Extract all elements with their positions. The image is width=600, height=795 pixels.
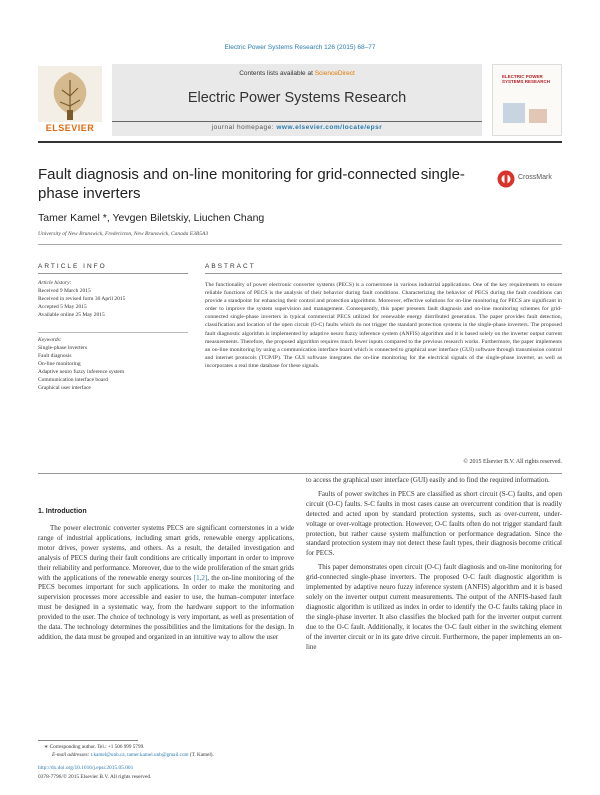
keyword-item: Fault diagnosis — [38, 353, 72, 359]
publisher-name: ELSEVIER — [45, 123, 95, 133]
history-item: Received 9 March 2015 — [38, 288, 91, 294]
sciencedirect-link[interactable]: ScienceDirect — [314, 70, 355, 77]
homepage-prefix: journal homepage: — [211, 124, 277, 131]
crossmark-icon — [497, 170, 515, 188]
author-affiliation: University of New Brunswick, Fredericton, New Brunswick, Canada E3B5A3 — [38, 231, 209, 237]
history-item: Received in revised form 30 April 2015 — [38, 296, 126, 302]
intro-text: , the on-line monitoring of the PECS becomes important for such applications. In order to make the monitoring and supervision processes more accessible and easier to use, the human–computer interface must be designed in a systematic way, from the hardware support to the information provided to the user. The choice of technology is very important, as well as presentation of the data. The technology determines the possibilities and the limitations for the design. In addition, the data must be grouped and organized in an intuitive way to allow the user — [38, 573, 295, 641]
crossmark-label: CrossMark — [518, 174, 552, 181]
author-list: Tamer Kamel *, Yevgen Biletskiy, Liuchen Chang — [38, 212, 265, 224]
keyword-item: On-line monitoring — [38, 361, 81, 367]
keywords-divider — [38, 332, 188, 333]
email-label: E-mail addresses: — [52, 752, 91, 758]
keyword-item: Communication interface board — [38, 377, 108, 383]
affiliation-divider — [38, 244, 562, 245]
abstract-copyright: © 2015 Elsevier B.V. All rights reserved. — [463, 459, 562, 465]
corresponding-author-note: ∗ Corresponding author. Tel.: +1 506 999 5799. — [44, 744, 145, 750]
introduction-column-2 — [306, 476, 562, 656]
homepage-line — [112, 124, 482, 131]
abstract-text: The functionality of power electronic converter systems (PECS) is a cornerstone in various industrial applications. One of the key requirements to ensure reliable functions of PECS is the analysis of their behavior during fault conditions. Characterizing the behavior of PECS during the fault conditions can provide a standpoint for enhancing their control and protection algorithms. Moreover, effective solutions for on-line monitoring for PECS are significant in order to improve the system supervision and management. Consequently, this paper presents fault diagnosis and on-line monitoring schemes for grid-connected single-phase inverters in typical commercial PECS utilized for renewable energy distributed generation. The paper provides fault detection, classification and location of the open circuit (O-C) faults which do not trigger the standard protection systems in the single-phase inverters. The proposed fault diagnostic algorithm is implemented by adaptive neuro fuzzy inference system (ANFIS) algorithm and it is based solely on the inverter output current measurements. Therefore, the proposed algorithm requires much fewer inputs compared to the previous research works. Furthermore, the paper implements an on-line monitoring by using a communication interface board which is connected to graphical user interface (GUI) software through transmission control and internet protocols (TCP/IP). The GUI software integrates the on-line monitoring for the electrical signals of the single-phase inverter, as well as incorporates a real time database for these signals. — [205, 282, 562, 369]
citation-link[interactable]: [1,2] — [193, 573, 208, 582]
keyword-item: Adaptive neuro fuzzy inference system — [38, 369, 125, 375]
top-divider — [38, 141, 562, 143]
email-links[interactable]: t.kamel@unb.ca, tamer.kamel.unb@gmail.com — [90, 752, 189, 758]
introduction-heading: 1. Introduction — [38, 508, 87, 515]
email-suffix: (T. Kamel). — [188, 752, 214, 758]
email-note — [52, 752, 214, 758]
issn-copyright: 0378-7796/© 2015 Elsevier B.V. All rights reserved. — [38, 774, 152, 780]
contents-line — [112, 70, 482, 77]
body-paragraph: This paper demonstrates open circuit (O-C) fault diagnosis and on-line monitoring for grid-connected single-phase inverters. The proposed O-C fault diagnostic algorithm is implemented by adaptive neuro fuzzy inference system (ANFIS) algorithm and it is based solely on the inverter output current measurements. The output of the ANFIS-based fault diagnostic algorithm is utilized as index in order to identify the O-C faults taking place in the single-phase inverter. It also classifies the blocked path for the inverter output current due to the O-C fault. Additionally, it locates the O-C fault either in the switching element of the inverter circuit or in its gate drive circuit. Furthermore, the paper implements an on-line — [306, 563, 562, 651]
history-item: Available online 25 May 2015 — [38, 312, 105, 318]
body-paragraph: to access the graphical user interface (GUI) easily and to find the required information. — [306, 476, 550, 484]
history-heading: Article history: — [38, 280, 72, 286]
journal-title: Electric Power Systems Research — [187, 90, 407, 106]
journal-cover-title: ELECTRIC POWER SYSTEMS RESEARCH — [502, 74, 551, 84]
body-paragraph: Faults of power switches in PECS are classified as short circuit (S-C) faults, and open circuit (O-C) faults. S-C faults in most cases cause an overcurrent condition that is readily detected and acted upon by standard protection systems, such as over-current, under-voltage or over-voltage protection. However, O-C faults often do not trigger standard fault protection, but rather cause system malfunction or performance degradation. Since the standard protection system may not detect these fault types, their diagnosis become critical for PECS. — [306, 489, 562, 558]
article-info-divider — [38, 273, 188, 274]
contents-prefix: Contents lists available at — [239, 70, 315, 77]
homepage-link[interactable]: www.elsevier.com/locate/epsr — [276, 124, 383, 131]
article-info-heading: ARTICLE INFO — [38, 263, 107, 270]
doi-link[interactable]: http://dx.doi.org/10.1016/j.epsr.2015.05.001 — [38, 765, 134, 771]
journal-reference[interactable]: Electric Power Systems Research 126 (2015) 68–77 — [224, 44, 376, 51]
keywords-heading: Keywords: — [38, 337, 62, 343]
introduction-paragraph — [38, 524, 294, 643]
article-title: Fault diagnosis and on-line monitoring for grid-connected single-phase inverters — [38, 166, 465, 202]
keyword-item: Single-phase inverters — [38, 345, 88, 351]
history-item: Accepted 5 May 2015 — [38, 304, 87, 310]
crossmark-badge[interactable] — [497, 170, 559, 188]
intro-text: The power electronic converter systems PECS are significant cornerstones in a wide range of industrial applications, including smart grids, renewable energy applications, motor drives, power systems, and others. As a result, the detailed investigation and analysis of PECS during their fault conditions are critically important in order to improve their reliability and performance. Moreover, due to the wide proliferation of the smart grids with the applications of the renewable energy sources — [38, 524, 294, 582]
abstract-bottom-divider — [38, 473, 562, 474]
header-divider — [112, 121, 482, 122]
abstract-heading: ABSTRACT — [205, 263, 256, 270]
abstract-divider — [205, 273, 562, 274]
footnote-divider — [38, 740, 138, 741]
keyword-item: Graphical user interface — [38, 385, 91, 391]
